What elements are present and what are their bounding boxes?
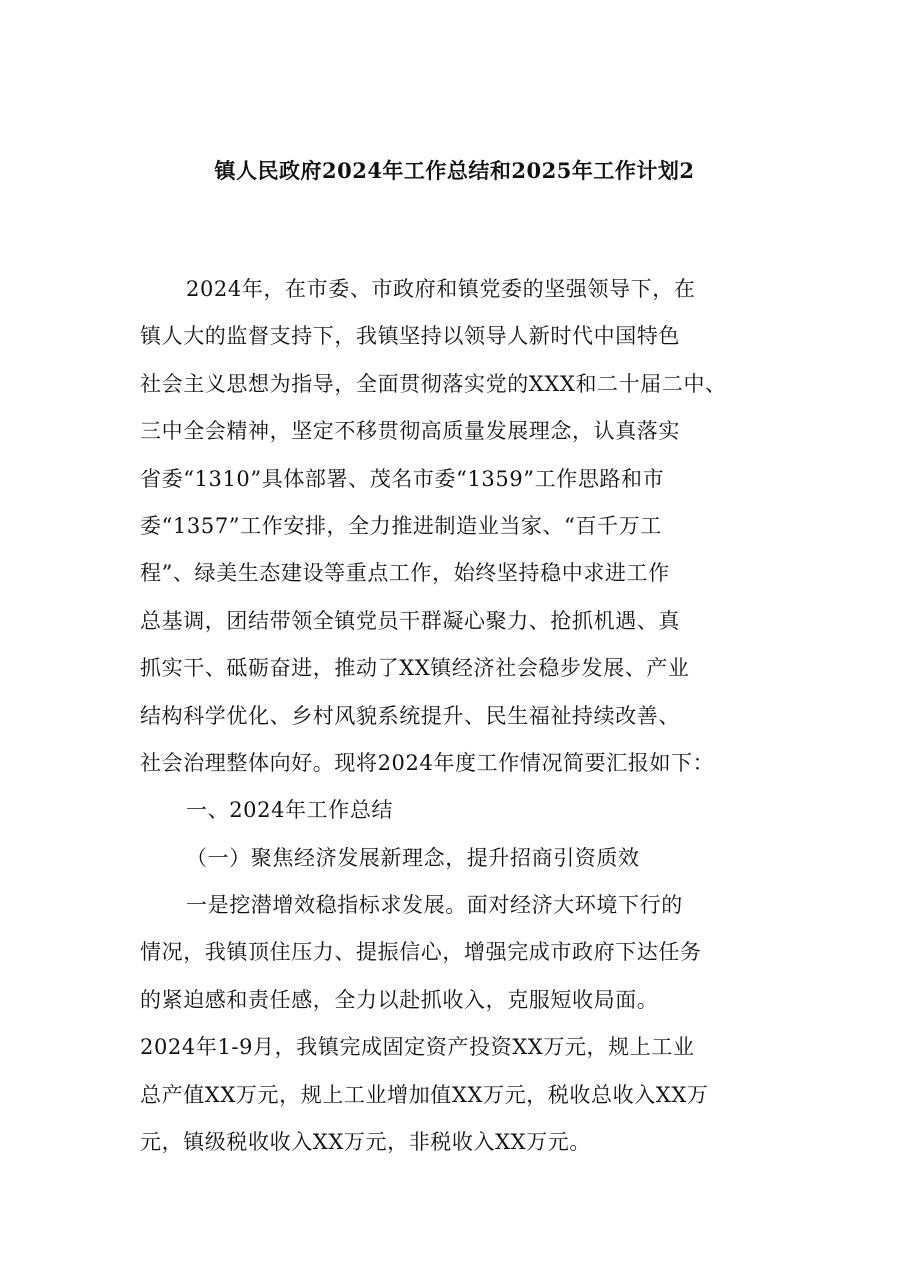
paragraph-line: 抓实干、砥砺奋进，推动了XX镇经济社会稳步发展、产业	[140, 656, 690, 681]
paragraph-line: 社会主义思想为指导，全面贯彻落实党的XXX和二十届二中、	[140, 371, 727, 396]
paragraph-line: 总产值XX万元，规上工业增加值XX万元，税收总收入XX万	[140, 1082, 709, 1107]
paragraph-line: 总基调，团结带领全镇党员干群凝心聚力、抢抓机遇、真	[140, 608, 680, 633]
paragraph-line: 程”、绿美生态建设等重点工作，始终坚持稳中求进工作	[140, 561, 670, 586]
paragraph-line: 2024年，在市委、市政府和镇党委的坚强领导下，在	[186, 277, 696, 301]
paragraph-line: 2024年1-9月，我镇完成固定资产投资XX万元，规上工业	[140, 1035, 695, 1060]
paragraph-line: 情况，我镇顶住压力、提振信心，增强完成市政府下达任务	[140, 940, 702, 965]
document-body	[140, 266, 775, 1166]
paragraph-line: 社会治理整体向好。现将2024年度工作情况简要汇报如下：	[140, 750, 715, 775]
paragraph-line: 镇人大的监督支持下，我镇坚持以领导人新时代中国特色	[140, 324, 680, 349]
paragraph-line: 一是挖潜增效稳指标求发展。面对经济大环境下行的	[186, 893, 683, 918]
document-title: 镇人民政府2024年工作总结和2025年工作计划2	[214, 158, 695, 183]
paragraph-line: 省委“1310”具体部署、茂名市委“1359”工作思路和市	[140, 466, 665, 491]
paragraph-line: 委“1357”工作安排，全力推进制造业当家、“百千万工	[140, 513, 662, 538]
section-heading: 一、2024年工作总结	[186, 798, 394, 823]
paragraph-line: 的紧迫感和责任感，全力以赴抓收入，克服短收局面。	[140, 987, 659, 1012]
paragraph-line: 三中全会精神，坚定不移贯彻高质量发展理念，认真落实	[140, 419, 680, 444]
paragraph-line: 元，镇级税收收入XX万元，非税收入XX万元。	[140, 1130, 591, 1155]
subsection-heading: （一）聚焦经济发展新理念，提升招商引资质效	[186, 845, 640, 870]
paragraph-line: 结构科学优化、乡村风貌系统提升、民生福祉持续改善、	[140, 703, 680, 728]
